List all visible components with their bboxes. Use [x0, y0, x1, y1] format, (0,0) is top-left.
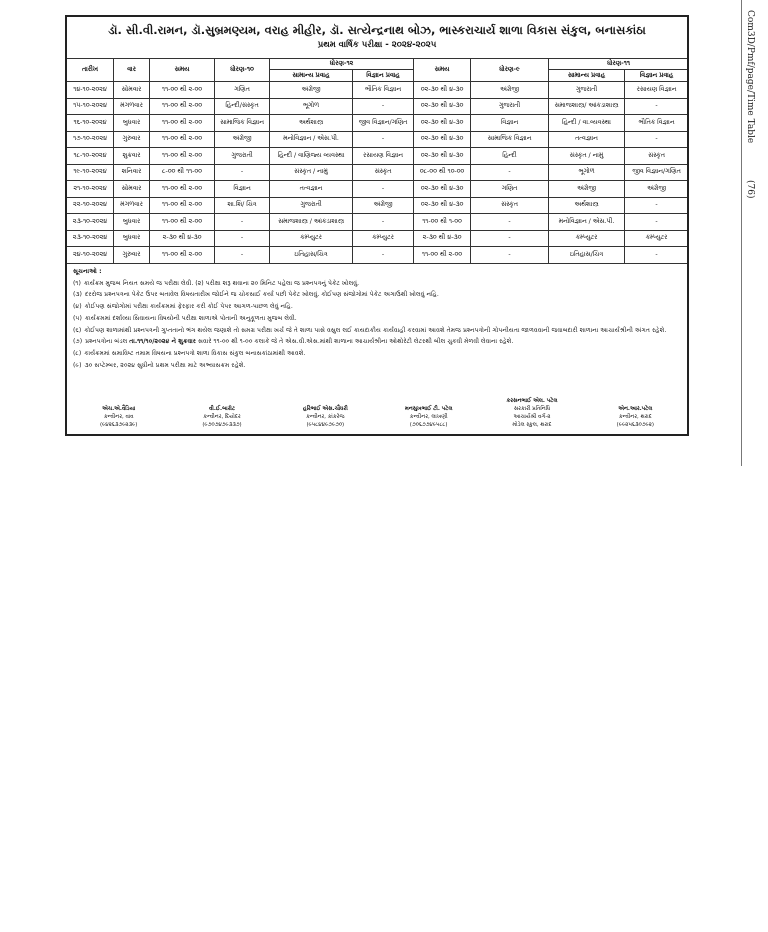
cell-time-a: ૧૧-૦૦ થી ૨-૦૦	[150, 82, 215, 99]
cell-date: ૨૧-૧૦-૨૦૨૪	[67, 181, 114, 198]
cell-std9: ગણિત	[471, 181, 549, 198]
cell-std11-general: કમ્પ્યુટર	[549, 230, 625, 247]
cell-time-a: ૧૧-૦૦ થી ૨-૦૦	[150, 131, 215, 148]
cell-std11-general: ઇતિહાસ/ચિત્ર	[549, 247, 625, 264]
cell-std9: -	[471, 247, 549, 264]
cell-std11-science: -	[625, 98, 689, 115]
cell-std12-science: -	[353, 98, 414, 115]
signatory-name: વી.ઈ.બારોટ	[208, 406, 236, 412]
cell-date: ૧૯-૧૦-૨૦૨૪	[67, 164, 114, 181]
cell-std11-science: અંગ્રેજી	[625, 181, 689, 198]
cell-std11-science: -	[625, 247, 689, 264]
cell-time-b: ૦૨-૩૦ થી ૪-૩૦	[414, 148, 471, 165]
timetable-sheet	[65, 15, 689, 436]
cell-std12-general: મનોવિજ્ઞાન / એસ.પી.	[270, 131, 353, 148]
signatory	[584, 405, 687, 429]
cell-std12-general: ગુજરાતી	[270, 197, 353, 214]
signatories	[67, 387, 687, 429]
cell-day: બુધવાર	[114, 214, 150, 231]
cell-time-a: ૧૧-૦૦ થી ૨-૦૦	[150, 247, 215, 264]
page-subtitle: પ્રથમ વાર્ષિક પરીક્ષા - ૨૦૨૪-૨૦૨૫	[317, 40, 437, 50]
cell-date: ૧૮-૧૦-૨૦૨૪	[67, 148, 114, 165]
cell-day: શુક્રવાર	[114, 148, 150, 165]
header-std12-science: વિજ્ઞાન પ્રવાહ	[353, 70, 414, 82]
signatory-detail: કન્વીનર, દિયોદર	[203, 414, 241, 420]
cell-std10: -	[215, 214, 270, 231]
cell-std12-general: અર્થશાસ્ત્ર	[270, 115, 353, 132]
cell-std12-general: સંસ્કૃત / નામું	[270, 164, 353, 181]
cell-std12-science: ભૌતિક વિજ્ઞાન	[353, 82, 414, 99]
instruction-number: (૫)	[73, 314, 82, 322]
cell-std9: -	[471, 214, 549, 231]
cell-std11-general: અંગ્રેજી	[549, 181, 625, 198]
instructions	[73, 266, 681, 390]
header-std11-science: વિજ્ઞાન પ્રવાહ	[625, 70, 689, 82]
margin-rule	[741, 0, 742, 466]
table-row	[67, 82, 689, 99]
signatory-detail: મોડેલ સ્કુલ, થરાદ	[512, 422, 552, 428]
signatory-name: મનસુખભાઈ ટી. પટેલ	[404, 406, 453, 412]
cell-std9: ગુજરાતી	[471, 98, 549, 115]
cell-std12-science: -	[353, 181, 414, 198]
cell-std10: સામાજિક વિજ્ઞાન	[215, 115, 270, 132]
cell-time-b: ૦૨-૩૦ થી ૪-૩૦	[414, 197, 471, 214]
cell-date: ૧૫-૧૦-૨૦૨૪	[67, 98, 114, 115]
instruction-item	[73, 360, 681, 372]
signatory-detail: (૯૯૨૫૬૩૦૭૯૨)	[616, 422, 654, 428]
cell-day: બુધવાર	[114, 115, 150, 132]
header-row	[67, 59, 689, 70]
cell-std10: અંગ્રેજી	[215, 131, 270, 148]
header-std12-general: સામાન્ય પ્રવાહ	[270, 70, 353, 82]
cell-time-a: ૧૧-૦૦ થી ૨-૦૦	[150, 98, 215, 115]
cell-time-a: ૧૧-૦૦ થી ૨-૦૦	[150, 181, 215, 198]
signatory	[480, 397, 583, 429]
cell-std11-science: ભૌતિક વિજ્ઞાન	[625, 115, 689, 132]
table-row	[67, 230, 689, 247]
signatory-name: એન.આર.પટેલ	[618, 406, 653, 412]
cell-std9: -	[471, 164, 549, 181]
cell-std10: વિજ્ઞાન	[215, 181, 270, 198]
cell-std12-general: ઇતિહાસ/ચિત્ર	[270, 247, 353, 264]
cell-time-b: ૦૨-૩૦ થી ૪-૩૦	[414, 115, 471, 132]
table-row	[67, 181, 689, 198]
cell-std12-general: તત્વજ્ઞાન	[270, 181, 353, 198]
instruction-number: (૧)	[73, 279, 81, 287]
timetable-body	[67, 82, 689, 264]
cell-std9: વિજ્ઞાન	[471, 115, 549, 132]
cell-std11-science: -	[625, 214, 689, 231]
cell-std12-science: જીવ વિજ્ઞાન/ગણિત	[353, 115, 414, 132]
cell-std12-general: ભૂગોળ	[270, 98, 353, 115]
header-std10: ધોરણ-૧૦	[215, 59, 270, 82]
instruction-item	[73, 289, 681, 301]
instructions-heading: સૂચનાઓ :	[73, 268, 102, 275]
signatory-detail: આચાર્યશ્રી વર્ગ-૨	[513, 414, 551, 420]
cell-std11-general: સમાજશાસ્ત્ર/ આંકડાશાસ્ત્ર	[549, 98, 625, 115]
cell-std11-science: રસાયણ વિજ્ઞાન	[625, 82, 689, 99]
cell-day: ગુરુવાર	[114, 131, 150, 148]
table-row	[67, 247, 689, 264]
cell-std12-general: કમ્પ્યુટર	[270, 230, 353, 247]
cell-time-b: ૦૨-૩૦ થી ૪-૩૦	[414, 82, 471, 99]
cell-std11-general: ગુજરાતી	[549, 82, 625, 99]
cell-std11-general: અર્થશાસ્ત્ર	[549, 197, 625, 214]
cell-time-b: ૦૮-૦૦ થી ૧૦-૦૦	[414, 164, 471, 181]
signatory-name: એચ.એ.વૈડિયા	[102, 406, 136, 412]
cell-day: સોમવાર	[114, 181, 150, 198]
cell-std12-science: -	[353, 214, 414, 231]
signatory-detail: કન્વીનર, લાખણી	[409, 414, 448, 420]
signatory-detail: કન્વીનર, થરાદ	[618, 414, 652, 420]
cell-date: ૨૪-૧૦-૨૦૨૪	[67, 247, 114, 264]
page-title: ડૉ. સી.વી.રામન, ડૉ.સુબ્રમણ્યમ, વરાહ મીહીર, ડૉ. સત્યેન્દ્રનાથ બોઝ, ભાસ્કરાચાર્ય શાળા વિકાસ સંકુલ, બનાસકાંઠા	[108, 23, 646, 37]
cell-std10: -	[215, 247, 270, 264]
cell-std11-science: -	[625, 197, 689, 214]
cell-std10: ગુજરાતી	[215, 148, 270, 165]
cell-std11-general: તત્વજ્ઞાન	[549, 131, 625, 148]
cell-std12-science: સંસ્કૃત	[353, 164, 414, 181]
header-time-b: સમય	[414, 59, 471, 82]
instruction-item	[73, 278, 681, 290]
signatory-detail: (૯૫૮૪૪૯૭૯૭૦)	[306, 422, 345, 428]
instruction-item	[73, 313, 681, 325]
signatory-name: હરિભાઈ એસ.ચૌધરી	[302, 406, 348, 412]
instruction-text: કાર્યક્રમમાં સમાવિષ્ટ તમામ વિષયના પ્રશ્નપત્રો શાળા વિકાસ સંકુલ બનાસકાંઠામાંથી આવશે.	[84, 349, 306, 357]
cell-std12-science: કમ્પ્યુટર	[353, 230, 414, 247]
signatory-name: કરસનભાઈ એલ. પટેલ	[506, 398, 558, 404]
cell-std9: હિન્દી	[471, 148, 549, 165]
cell-time-a: ૨-૩૦ થી ૪-૩૦	[150, 230, 215, 247]
signatory-detail: (૯૪૨૬૩૭૯૨૩૯)	[99, 422, 138, 428]
header-day: વાર	[114, 59, 150, 82]
signatory	[274, 405, 377, 429]
cell-std12-science: રસાયણ વિજ્ઞાન	[353, 148, 414, 165]
instruction-text: કાર્યક્રમમાં દર્શાવ્યા સિવાયના વિષયોની પરીક્ષા શાળાએ પોતાની અનુકૂળતા મુજબ લેવી.	[84, 314, 297, 322]
cell-std10: -	[215, 164, 270, 181]
cell-day: બુધવાર	[114, 230, 150, 247]
table-row	[67, 214, 689, 231]
instruction-text: દરરોજ પ્રશ્નપત્રના પેકેટ ઉપર બતાવેલ વિષયતારીખ જોઈને જ ચોકસાઈ કર્યા પછી પેકેટ ખોલવું. કોઈપણ સંજોગોમાં પેકેટ અગાઉથી ખોલવું નહિ.	[84, 291, 439, 299]
instruction-item	[73, 301, 681, 313]
header-std11-general: સામાન્ય પ્રવાહ	[549, 70, 625, 82]
instruction-text: કોઈપણ શાળામાંથી પ્રશ્નપત્રની ગુપ્તતાનો ભંગ થયેલ જણાશે તો સમગ્ર પરીક્ષા ખર્ચ જે તે શાળા પાસે વસુલ લઈ કાયદાકીય કાર્યવાહી કરવામાં આવશે તેમજ પ્રશ્નપત્રોની ગોપનીયતા જાળવવાની જવાબદારી શાળાના આચાર્યશ્રીની અંગત રહેશે.	[84, 326, 667, 334]
cell-time-b: ૦૨-૩૦ થી ૪-૩૦	[414, 131, 471, 148]
cell-date: ૨૩-૧૦-૨૦૨૪	[67, 230, 114, 247]
signatory	[170, 405, 273, 429]
side-file-path: Com3D/Pmf/page/Time Table	[745, 10, 755, 144]
cell-time-b: ૦૨-૩૦ થી ૪-૩૦	[414, 181, 471, 198]
cell-std10: -	[215, 230, 270, 247]
cell-day: મંગળવાર	[114, 98, 150, 115]
header-std11: ધોરણ-૧૧	[549, 59, 689, 70]
instruction-number: (૯)	[73, 361, 82, 369]
cell-std10: હિન્દી/સંસ્કૃત	[215, 98, 270, 115]
cell-std12-science: અંગ્રેજી	[353, 197, 414, 214]
cell-day: ગુરુવાર	[114, 247, 150, 264]
cell-std9: અંગ્રેજી	[471, 82, 549, 99]
signatory-detail: સરકારી પ્રતિનિધિ	[513, 406, 551, 412]
instruction-number: (૮)	[73, 349, 82, 357]
cell-std12-general: હિન્દી / વાણિજ્ય વ્યવસ્થા	[270, 148, 353, 165]
cell-std11-general: હિન્દી / વા.વ્યવસ્થા	[549, 115, 625, 132]
table-row	[67, 197, 689, 214]
cell-std12-general: સમાજશાસ્ત્ર / આંકડાશાસ્ત્ર	[270, 214, 353, 231]
cell-time-a: ૧૧-૦૦ થી ૨-૦૦	[150, 148, 215, 165]
cell-time-a: ૮-૦૦ થી ૧૧-૦૦	[150, 164, 215, 181]
header-time-a: સમય	[150, 59, 215, 82]
cell-date: ૧૬-૧૦-૨૦૨૪	[67, 115, 114, 132]
signatory-detail: (૯૭૦૭૪૭૯૩૩૭)	[202, 422, 242, 428]
cell-std9: -	[471, 230, 549, 247]
table-row	[67, 148, 689, 165]
cell-time-b: ૧૧-૦૦ થી ૧-૦૦	[414, 214, 471, 231]
signatory-detail: (૭૦૬૭૭૪૯૫૮૮)	[409, 422, 448, 428]
instruction-text: કાર્યક્રમ મુજબ નિયત સમયે જ પરીક્ષા લેવી. (૨) પરીક્ષા શરૂ થવાના ૨૦ મિનિટ પહેલા જ પ્રશ્નપત્રનું પેકેટ ખોલવું.	[83, 279, 360, 287]
instruction-text: ૩૦ સપ્ટેમ્બર, ૨૦૨૪ સુધીનો પ્રથમ પરીક્ષા માટે અભ્યાસક્રમ રહેશે.	[84, 361, 246, 369]
cell-day: શનિવાર	[114, 164, 150, 181]
cell-time-b: ૧૧-૦૦ થી ૨-૦૦	[414, 247, 471, 264]
instruction-number: (૪)	[73, 303, 82, 311]
cell-day: મંગળવાર	[114, 197, 150, 214]
cell-std10: શા.શિ/ ચિત્ર	[215, 197, 270, 214]
signatory-detail: કન્વીનર, વાવ	[103, 414, 134, 420]
instruction-text: કોઈપણ સંજોગોમાં પરીક્ષા કાર્યક્રમમાં ફેરફાર કરી કોઈ પેપર આગળ-પાછળ લેવું નહિ.	[84, 303, 293, 311]
cell-day: સોમવાર	[114, 82, 150, 99]
cell-std11-science: જીવ વિજ્ઞાન/ગણિત	[625, 164, 689, 181]
signatory	[377, 405, 480, 429]
cell-std11-science: સંસ્કૃત	[625, 148, 689, 165]
cell-date: ૧૭-૧૦-૨૦૨૪	[67, 131, 114, 148]
cell-time-a: ૧૧-૦૦ થી ૨-૦૦	[150, 214, 215, 231]
instruction-item	[73, 325, 681, 337]
header-std9: ધોરણ-૯	[471, 59, 549, 82]
cell-std11-general: મનોવિજ્ઞાન / એસ.પી.	[549, 214, 625, 231]
signatory	[67, 405, 170, 429]
cell-date: ૨૨-૧૦-૨૦૨૪	[67, 197, 114, 214]
instruction-text: પ્રશ્નપત્રોના બંડલ	[85, 338, 130, 346]
instruction-item	[73, 348, 681, 360]
cell-time-a: ૧૧-૦૦ થી ૨-૦૦	[150, 115, 215, 132]
cell-time-a: ૧૧-૦૦ થી ૨-૦૦	[150, 197, 215, 214]
cell-std12-science: -	[353, 131, 414, 148]
header-date: તારીખ	[67, 59, 114, 82]
instruction-number: (૭)	[73, 338, 83, 346]
instruction-number: (૩)	[73, 291, 82, 299]
cell-time-b: ૨-૩૦ થી ૪-૩૦	[414, 230, 471, 247]
cell-std9: સંસ્કૃત	[471, 197, 549, 214]
instruction-text-cont: સવારે ૧૧-૦૦ થી ૧-૦૦ કલાકે જે તે એસ.વી.એસ.માંથી શાળાના આચાર્યશ્રીના ઓથોરેટી લેટરથી બીલ ચુકવી મેળવી લેવાના રહેશે.	[196, 338, 514, 346]
cell-std9: સામાજિક વિજ્ઞાન	[471, 131, 549, 148]
cell-date: ૨૩-૧૦-૨૦૨૪	[67, 214, 114, 231]
table-row	[67, 131, 689, 148]
cell-std11-general: ભૂગોળ	[549, 164, 625, 181]
cell-time-b: ૦૨-૩૦ થી ૪-૩૦	[414, 98, 471, 115]
cell-date: ૧૪-૧૦-૨૦૨૪	[67, 82, 114, 99]
cell-std12-science: -	[353, 247, 414, 264]
instruction-number: (૬)	[73, 326, 82, 334]
cell-std10: ગણિત	[215, 82, 270, 99]
table-row	[67, 164, 689, 181]
table-row	[67, 98, 689, 115]
cell-std11-science: કમ્પ્યુટર	[625, 230, 689, 247]
instruction-item	[73, 336, 681, 348]
instruction-emphasis: તા.૧૧/૧૦/૨૦૨૪ ને શુક્રવાર	[129, 338, 197, 346]
header-std12: ધોરણ-૧૨	[270, 59, 414, 70]
cell-std11-general: સંસ્કૃત / નામું	[549, 148, 625, 165]
cell-std12-general: અંગ્રેજી	[270, 82, 353, 99]
table-row	[67, 115, 689, 132]
side-page-number: (76)	[745, 180, 755, 199]
signatory-detail: કન્વીનર, કાંકરેજ	[306, 414, 345, 420]
timetable	[66, 58, 689, 264]
cell-std11-science: -	[625, 131, 689, 148]
